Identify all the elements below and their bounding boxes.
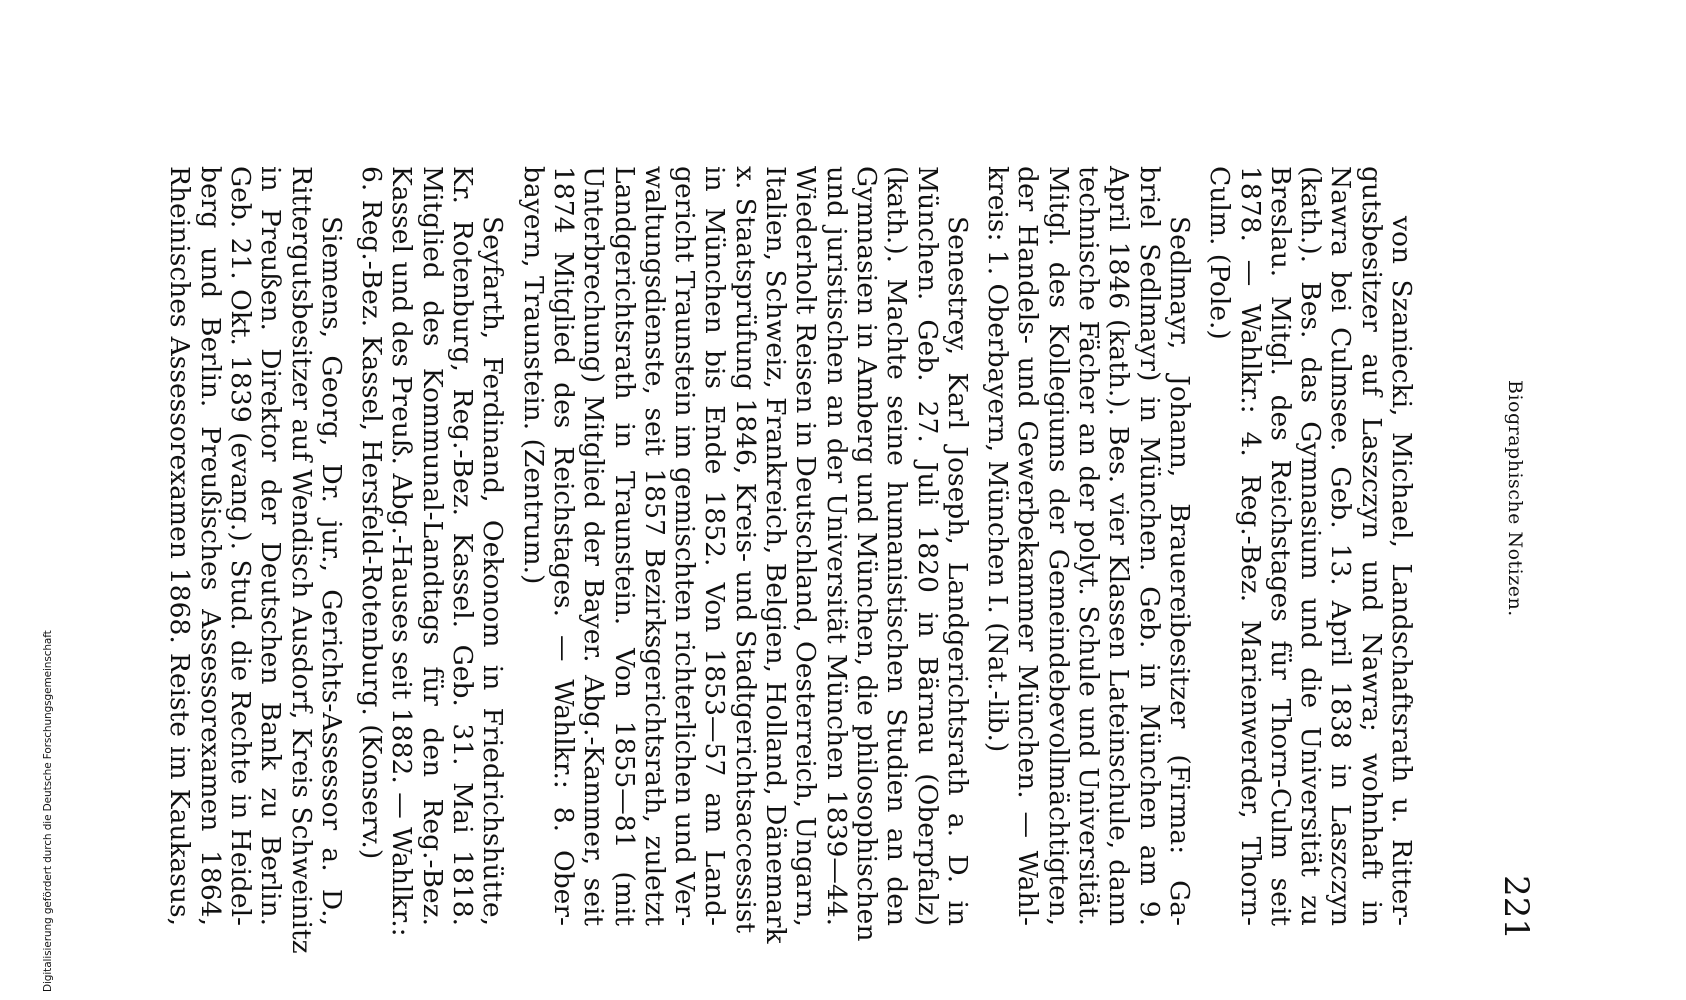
- text-line: waltungsdienste, seit 1857 Bezirksgerichtsrath, zuletzt: [638, 166, 670, 926]
- text-line: 6. Reg.-Bez. Kassel, Hersfeld-Rotenburg. (Konserv.): [356, 166, 388, 860]
- text-line: Gymnasien in Amberg und München, die philosophischen: [850, 166, 882, 942]
- biography-entry: [982, 166, 1194, 926]
- text-line: Breslau. Mitgl. des Reichstages für Thorn-Culm seit: [1264, 166, 1296, 926]
- text-line: (kath.). Machte seine humanistischen Studien an den: [881, 166, 913, 926]
- text-line: Senestrey, Karl Joseph, Landgerichtsrath a. D. in: [941, 216, 973, 926]
- text-line: bayern, Traunstein. (Zentrum.): [517, 166, 549, 585]
- text-line: Seyfarth, Ferdinand, Oekonom in Friedrichshütte,: [477, 216, 509, 926]
- text-body: [154, 166, 1417, 954]
- text-line: Wiederholt Reisen in Deutschland, Oesterreich, Ungarn,: [790, 166, 822, 927]
- text-line: (kath.). Bes. das Gymnasium und die Universität zu: [1295, 166, 1327, 926]
- text-line: Sedlmayr, Johann, Brauereibesitzer (Firma: Ga-: [1163, 216, 1195, 926]
- text-line: München. Geb. 27. Juli 1820 in Bärnau (Oberpfalz): [911, 166, 943, 926]
- text-line: Rittergutsbesitzer auf Wendisch Ausdorf, Kreis Schweinitz: [285, 166, 317, 954]
- page-number: 221: [1496, 875, 1536, 940]
- text-line: der Handels- und Gewerbekammer München. — Wahl-: [1012, 166, 1044, 926]
- text-line: Italien, Schweiz, Frankreich, Belgien, Holland, Dänemark: [760, 166, 792, 944]
- text-line: Mitglied des Kommunal-Landtags für den Reg.-Bez.: [416, 166, 448, 926]
- biography-entry: [517, 166, 973, 944]
- text-line: und juristischen an der Universität München 1839—44.: [820, 166, 852, 926]
- biography-entry: [164, 166, 347, 954]
- text-line: von Szaniecki, Michael, Landschaftsrath u. Ritter-: [1386, 216, 1417, 926]
- text-line: Mitgl. des Kollegiums der Gemeindebevollmächtigten,: [1042, 166, 1074, 926]
- text-line: berg und Berlin. Preußisches Assessorexamen 1864,: [194, 166, 226, 926]
- text-line: April 1846 (kath.). Bes. vier Klassen Lateinschule, dann: [1103, 166, 1135, 926]
- text-line: Siemens, Georg, Dr. jur., Gerichts-Assessor a. D.,: [315, 216, 347, 926]
- text-line: in München bis Ende 1852. Von 1853—57 am Land-: [699, 166, 731, 926]
- text-line: Unterbrechung) Mitglied der Bayer. Abg.-Kammer, seit: [578, 166, 610, 926]
- text-line: Rheinisches Assessorexamen 1868. Reiste im Kaukasus,: [164, 166, 196, 926]
- text-line: gericht Traunstein im gemischten richterlichen und Ver-: [669, 166, 701, 927]
- text-line: Nawra bei Culmsee. Geb. 13. April 1838 in Laszczyn: [1325, 166, 1357, 926]
- text-line: technische Fächer an der polyt. Schule und Universität.: [1073, 166, 1105, 926]
- biography-entry: [1204, 166, 1416, 926]
- text-line: Geb. 21. Okt. 1839 (evang.). Stud. die Rechte in Heidel-: [225, 166, 257, 926]
- text-line: kreis: 1. Oberbayern, München I. (Nat.-lib.): [982, 166, 1014, 753]
- running-title: Biographische Notizen.: [1504, 380, 1526, 617]
- text-line: Culm. (Pole.): [1204, 166, 1236, 340]
- text-line: 1874 Mitglied des Reichstages. — Wahlkr.: 8. Ober-: [547, 166, 579, 926]
- text-line: in Preußen. Direktor der Deutschen Bank zu Berlin.: [255, 166, 287, 926]
- text-line: 1878. — Wahlkr.: 4. Reg.-Bez. Marienwerder, Thorn-: [1234, 166, 1266, 926]
- text-line: Kr. Rotenburg, Reg.-Bez. Kassel. Geb. 31. Mai 1818.: [447, 166, 479, 926]
- text-line: briel Sedlmayr) in München. Geb. in München am 9.: [1133, 166, 1165, 926]
- biography-entry: [356, 166, 509, 937]
- page-header: [1496, 200, 1536, 960]
- text-line: x. Staatsprüfung 1846, Kreis- und Stadtgerichtsaccessist: [729, 166, 761, 934]
- text-line: gutsbesitzer auf Laszczyn und Nawra; wohnhaft in: [1355, 166, 1387, 926]
- text-line: Kassel und des Preuß. Abg.-Hauses seit 1882. — Wahlkr.:: [386, 166, 418, 937]
- text-line: Landgerichtsrath in Traunstein. Von 1855—81 (mit: [608, 166, 640, 926]
- credit-text: Digitalisierung gefördert durch die Deutsche Forschungsgemeinschaft: [42, 630, 54, 992]
